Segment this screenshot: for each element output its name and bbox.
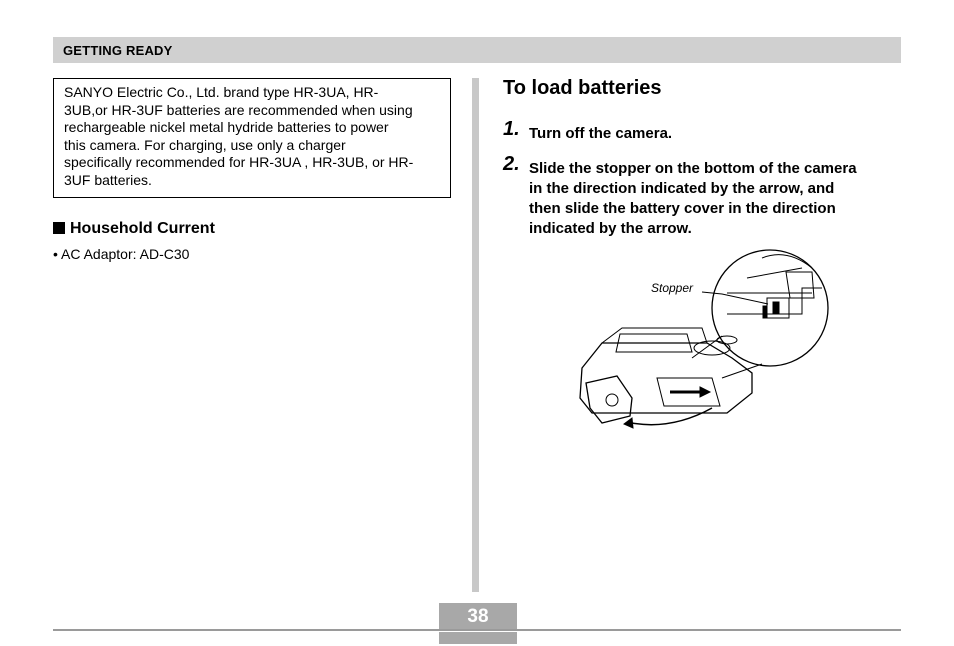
footer-rule bbox=[53, 629, 901, 631]
stopper-switch-icon bbox=[773, 302, 779, 314]
household-current-title: Household Current bbox=[70, 220, 215, 237]
page-number-tab bbox=[439, 632, 517, 644]
slide-arrowhead-icon bbox=[700, 387, 710, 397]
shutter-button bbox=[717, 336, 737, 344]
step-line: then slide the battery cover in the direction bbox=[529, 200, 836, 217]
note-line: this camera. For charging, use only a charger bbox=[64, 136, 346, 153]
section-header-bar bbox=[53, 37, 901, 63]
camera-top-edge bbox=[602, 328, 707, 343]
step-line: indicated by the arrow. bbox=[529, 220, 692, 237]
procedure-title: To load batteries bbox=[503, 77, 662, 99]
stopper-callout-label: Stopper bbox=[651, 281, 694, 295]
step-line: in the direction indicated by the arrow, and bbox=[529, 180, 835, 197]
swing-arrow-icon bbox=[632, 408, 712, 425]
note-line: 3UF batteries. bbox=[64, 171, 152, 188]
camera-battery-illustration bbox=[572, 248, 838, 433]
note-line: 3UB,or HR-3UF batteries are recommended when using bbox=[64, 101, 413, 118]
step-number: 2. bbox=[503, 153, 520, 175]
household-current-heading bbox=[53, 220, 215, 238]
page-number: 38 bbox=[467, 606, 489, 627]
note-line: specifically recommended for HR-3UA , HR-3UB, or HR- bbox=[64, 154, 414, 170]
square-bullet-icon bbox=[53, 222, 65, 234]
cover-latch-icon bbox=[606, 394, 618, 406]
step-number: 1. bbox=[503, 118, 520, 140]
battery-note-box bbox=[53, 78, 451, 198]
note-line: SANYO Electric Co., Ltd. brand type HR-3UA, HR- bbox=[64, 84, 379, 100]
step-text bbox=[529, 124, 903, 144]
detail-top-edge bbox=[727, 255, 812, 293]
battery-cover bbox=[586, 376, 632, 423]
detail-window bbox=[786, 272, 814, 298]
step-line: Slide the stopper on the bottom of the camera bbox=[529, 160, 857, 177]
section-header-label: GETTING READY bbox=[63, 43, 173, 58]
page-number-box bbox=[439, 603, 517, 629]
step-line: Turn off the camera. bbox=[529, 125, 673, 142]
column-divider bbox=[472, 78, 479, 592]
note-line: rechargeable nickel metal hydride batteries to power bbox=[64, 119, 389, 135]
ac-adaptor-bullet: • AC Adaptor: AD-C30 bbox=[53, 246, 190, 262]
stopper-mark bbox=[763, 306, 767, 318]
step-text bbox=[529, 159, 903, 239]
swing-arrowhead-icon bbox=[624, 418, 633, 428]
